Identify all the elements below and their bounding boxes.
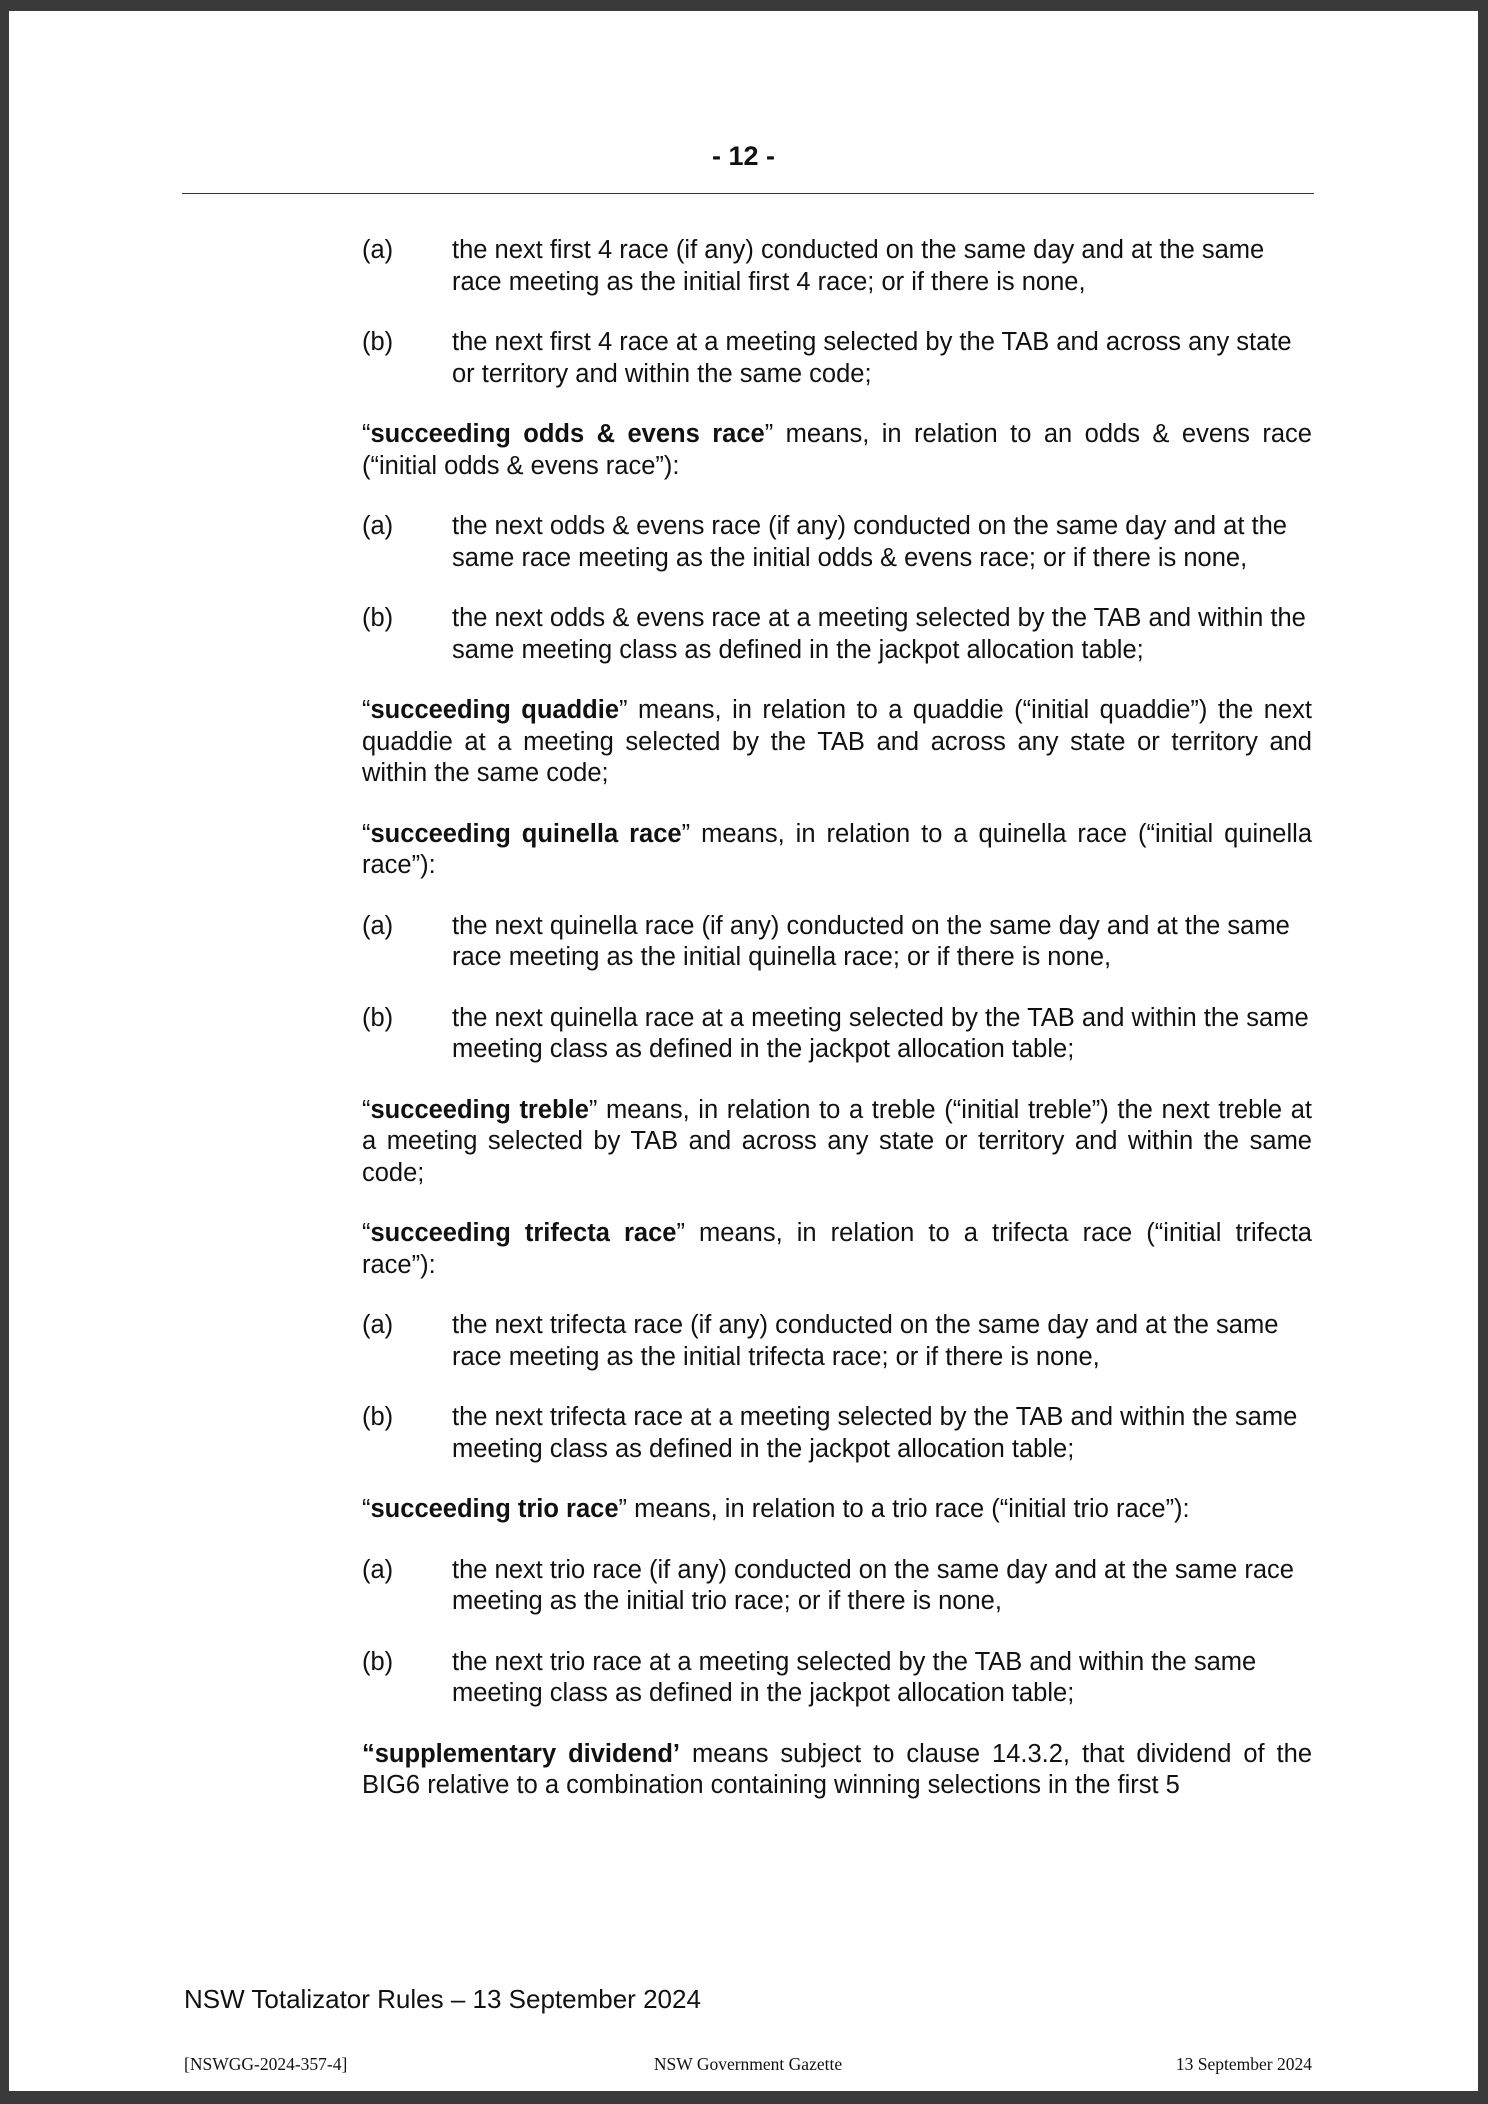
list-item-text: the next odds & evens race at a meeting selected by the TAB and within the same meeting class as defined in the jackpot allocation table; (452, 604, 1306, 664)
list-item-label: (b) (362, 1003, 394, 1032)
definition-term: succeeding quaddie (370, 696, 620, 724)
document-page (9, 11, 1478, 2091)
page-number: - 12 - (711, 141, 776, 171)
definition-term: succeeding quinella race (370, 819, 682, 848)
page-body (362, 235, 1312, 1831)
definition-text: means, in relation to a treble (“initial treble”) the next treble at a meeting selected by TAB and across any state or territory and within the same code; (362, 1095, 1313, 1187)
definition-open-quote: “ (362, 420, 371, 448)
definition-paragraph (362, 819, 1312, 882)
footer-reference: [NSWGG-2024-357-4] (184, 2054, 348, 2074)
definition-term: “supplementary dividend’ (362, 1739, 681, 1768)
definition-paragraph (362, 1494, 1312, 1526)
list-item-text: the next first 4 race (if any) conducted on the same day and at the same race meeting as the initial first 4 race; or if there is none, (452, 236, 1265, 296)
definition-close-quote: ” (764, 420, 774, 448)
footer-date: 13 September 2024 (1175, 2054, 1312, 2074)
list-item-text: the next quinella race at a meeting selected by the TAB and within the same meeting class as defined in the jackpot allocation table; (452, 1003, 1309, 1063)
definition-paragraph (362, 1218, 1312, 1281)
list-item-label: (a) (362, 1555, 394, 1584)
definition-term: succeeding trifecta race (370, 1219, 677, 1247)
list-item-text: the next trifecta race at a meeting selected by the TAB and within the same meeting class as defined in the jackpot allocation table; (452, 1403, 1298, 1463)
list-item-text: the next trifecta race (if any) conducted on the same day and at the same race meeting as the initial trifecta race; or if there is none, (452, 1311, 1279, 1371)
list-item-label: (b) (362, 604, 394, 632)
definition-paragraph (362, 1739, 1312, 1802)
definition-text: means, in relation to a quinella race (“initial quinella race”): (362, 819, 1312, 879)
list-item (362, 1402, 1312, 1465)
list-item-label: (a) (362, 1311, 394, 1339)
definition-close-quote: ” (619, 696, 628, 724)
list-item-label: (a) (362, 911, 394, 940)
definition-text: means, in relation to a quaddie (“initial quaddie”) the next quaddie at a meeting selected by the TAB and across any state or territory and within the same code; (362, 696, 1313, 787)
list-item (362, 1310, 1312, 1373)
definition-open-quote: “ (362, 1219, 371, 1247)
list-item-text: the next first 4 race at a meeting selected by the TAB and across any state or territory and within the same code; (452, 328, 1292, 388)
list-item (362, 1555, 1312, 1618)
definition-paragraph (362, 419, 1312, 482)
list-item-text: the next quinella race (if any) conducted on the same day and at the same race meeting as the initial quinella race; or if there is none, (452, 911, 1290, 971)
list-item-text: the next trio race at a meeting selected by the TAB and within the same meeting class as defined in the jackpot allocation table; (452, 1647, 1257, 1707)
list-item-label: (b) (362, 1403, 394, 1431)
definition-close-quote: ” (588, 1095, 598, 1124)
footer-title: NSW Totalizator Rules – 13 September 2024 (184, 1984, 701, 2014)
list-item (362, 511, 1312, 574)
definition-paragraph (362, 1095, 1312, 1190)
list-item (362, 1003, 1312, 1066)
definition-text: means, in relation to an odds & evens race (“initial odds & evens race”): (362, 420, 1312, 480)
definition-open-quote: “ (362, 819, 371, 848)
header-rule (182, 193, 1314, 194)
list-item-label: (b) (362, 328, 394, 356)
footer-publication: NSW Government Gazette (653, 2054, 843, 2074)
definition-close-quote: ” (676, 1219, 685, 1247)
list-item (362, 235, 1312, 298)
list-item (362, 327, 1312, 390)
definition-text: means subject to clause 14.3.2, that dividend of the BIG6 relative to a combination containing winning selections in the first 5 (362, 1739, 1313, 1799)
list-item (362, 911, 1312, 974)
definition-open-quote: “ (362, 696, 371, 724)
definition-term: succeeding odds & evens race (370, 420, 765, 448)
definition-paragraph (362, 695, 1312, 790)
definition-term: succeeding treble (370, 1095, 589, 1124)
list-item (362, 1647, 1312, 1710)
definition-text: means, in relation to a trio race (“initial trio race”): (627, 1495, 1190, 1523)
definition-close-quote: ” (618, 1495, 628, 1523)
definition-open-quote: “ (362, 1495, 371, 1523)
list-item-label: (a) (362, 512, 394, 540)
list-item-text: the next odds & evens race (if any) conducted on the same day and at the same race meeting as the initial odds & evens race; or if there is none, (452, 512, 1287, 572)
definition-term: succeeding trio race (370, 1495, 619, 1523)
list-item-label: (a) (362, 236, 394, 264)
list-item-text: the next trio race (if any) conducted on the same day and at the same race meeting as the initial trio race; or if there is none, (452, 1555, 1294, 1615)
list-item-label: (b) (362, 1647, 394, 1676)
definition-close-quote: ” (681, 819, 691, 848)
definition-text: means, in relation to a trifecta race (“initial trifecta race”): (362, 1219, 1312, 1279)
list-item (362, 603, 1312, 666)
definition-open-quote: “ (362, 1095, 371, 1124)
